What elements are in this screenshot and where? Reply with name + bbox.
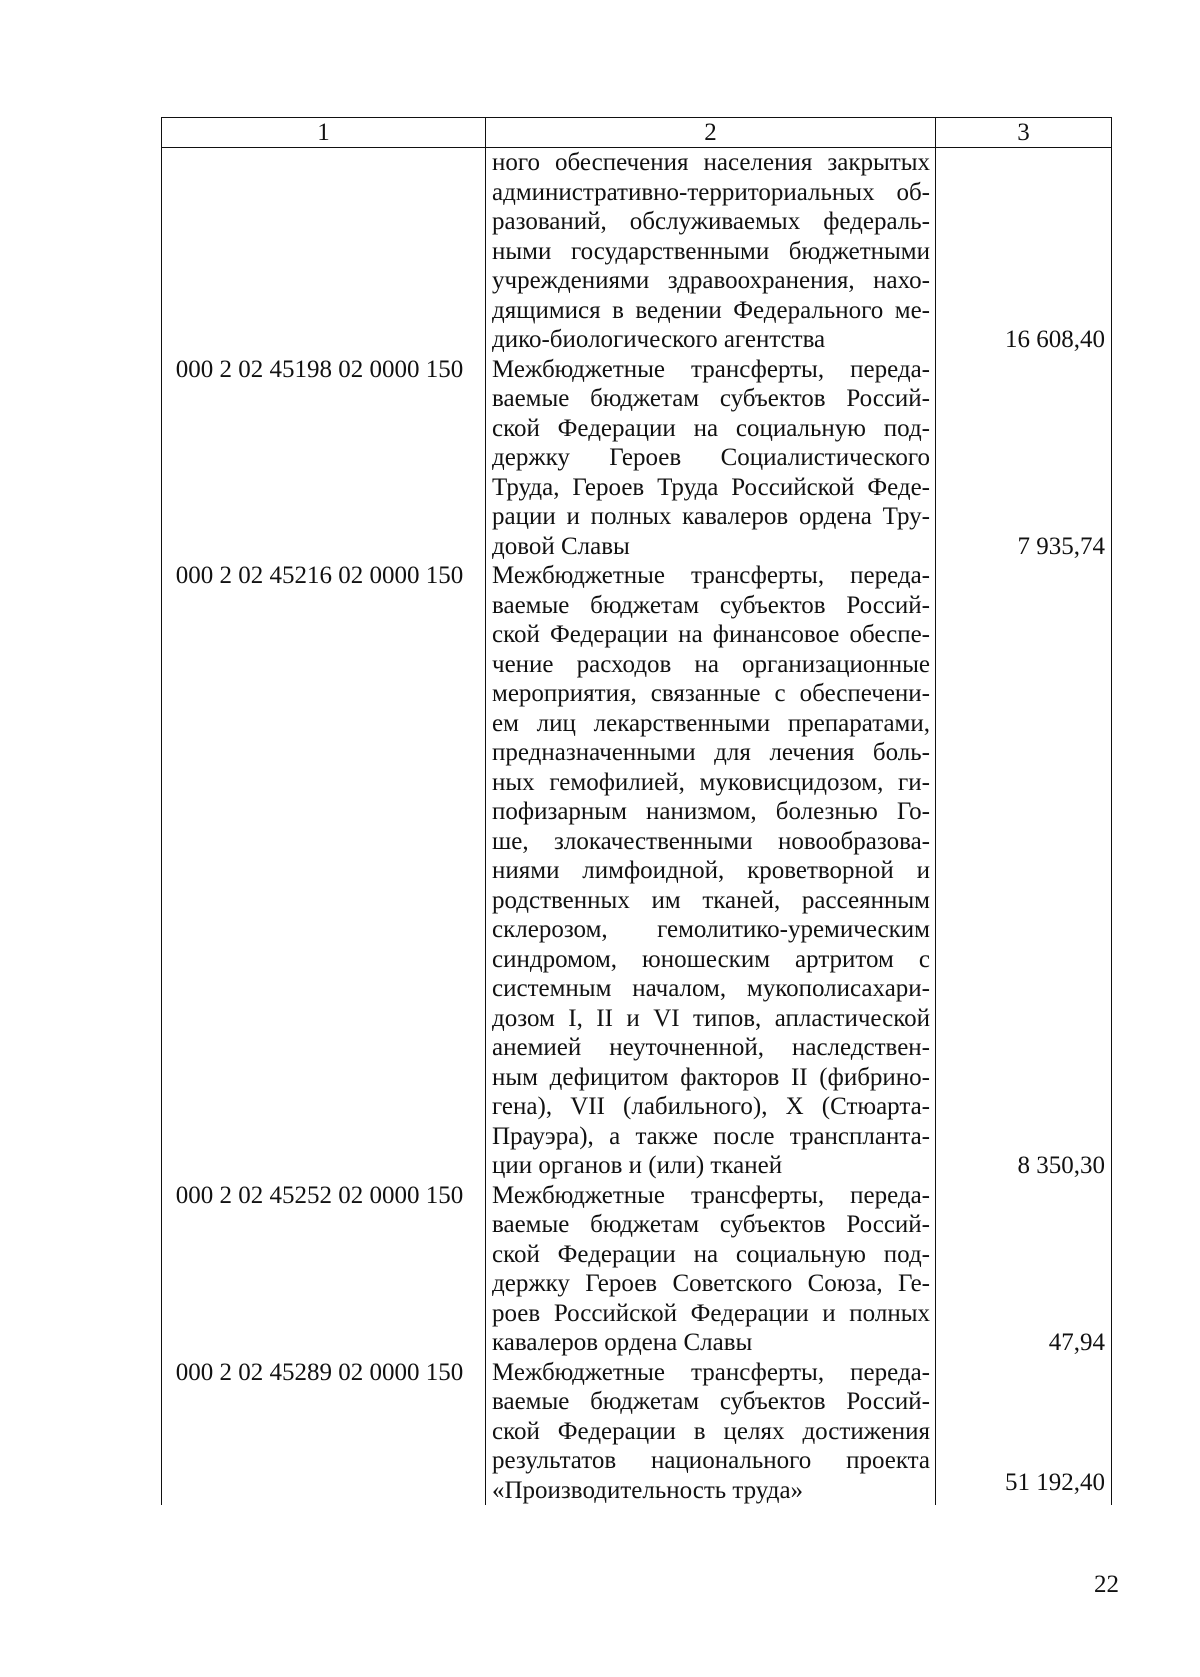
table-row [162, 561, 1112, 1181]
description-line: чение расходов на организационные [492, 650, 930, 678]
description-line: ции органов и (или) тканей [492, 1152, 783, 1179]
description-line: гена), VII (лабильного), X (Стюарта- [492, 1093, 930, 1120]
description-line: дящимися в ведении Федерального ме- [492, 296, 930, 324]
row-description [486, 148, 936, 355]
description-line: ше, злокачественными новообразова- [492, 827, 930, 855]
description-line: кавалеров ордена Славы [492, 1329, 753, 1356]
description-line: ным дефицитом факторов II (фибрино- [492, 1063, 930, 1091]
table-row [162, 355, 1112, 562]
description-line: пофизарным нанизмом, болезнью Го- [492, 798, 930, 825]
row-description [486, 1181, 936, 1358]
header-row [162, 118, 1112, 148]
description-line: Межбюджетные трансферты, переда- [492, 1181, 930, 1209]
description-line: ской Федерации на финансовое обеспе- [492, 621, 930, 648]
row-description [486, 561, 936, 1181]
description-line: дозом I, II и VI типов, апластической [492, 1004, 930, 1032]
description-line: синдромом, юношеским артритом с [492, 945, 930, 973]
row-amount: 7 935,74 [936, 355, 1112, 562]
table-header [162, 118, 1112, 148]
row-code: 000 2 02 45252 02 0000 150 [162, 1181, 486, 1358]
description-line: «Производительность труда» [492, 1476, 804, 1504]
description-line: системным началом, мукополисахари- [492, 975, 930, 1002]
description-line: Прауэра), а также после транспланта- [492, 1122, 930, 1150]
table-row [162, 1181, 1112, 1358]
description-line: Межбюджетные трансферты, переда- [492, 1358, 930, 1386]
description-line: ниями лимфоидной, кроветворной и [492, 857, 930, 884]
budget-table [161, 117, 1112, 1505]
description-line: довой Славы [492, 532, 630, 560]
description-line: ваемые бюджетам субъектов Россий- [492, 385, 930, 412]
description-line: ской Федерации в целях достижения [492, 1417, 930, 1445]
description-line: ного обеспечения населения закрытых [492, 149, 930, 176]
description-line: Труда, Героев Труда Российской Феде- [492, 473, 930, 501]
description-line: ными государственными бюджетными [492, 237, 930, 265]
description-line: ваемые бюджетам субъектов Россий- [492, 591, 930, 619]
description-line: Межбюджетные трансферты, переда- [492, 355, 930, 383]
row-amount: 51 192,40 [936, 1358, 1112, 1506]
row-amount: 16 608,40 [936, 148, 1112, 355]
row-description [486, 355, 936, 562]
description-line: роев Российской Федерации и полных [492, 1299, 930, 1327]
description-line: мероприятия, связанные с обеспечени- [492, 680, 930, 707]
description-line: дико-биологического агентства [492, 326, 826, 353]
description-line: ем лиц лекарственными препаратами, [492, 709, 930, 737]
description-line: ных гемофилией, муковисцидозом, ги- [492, 768, 930, 796]
row-amount: 47,94 [936, 1181, 1112, 1358]
description-line: ваемые бюджетам субъектов Россий- [492, 1211, 930, 1238]
description-line: предназначенными для лечения боль- [492, 739, 930, 766]
description-line: склерозом, гемолитико-уремическим [492, 916, 930, 943]
description-line: административно-территориальных об- [492, 178, 930, 206]
row-code: 000 2 02 45289 02 0000 150 [162, 1358, 486, 1506]
description-line: Межбюджетные трансферты, переда- [492, 562, 930, 589]
page-number: 22 [1094, 1571, 1119, 1598]
row-description [486, 1358, 936, 1506]
header-col-2: 2 [486, 118, 936, 148]
description-line: разований, обслуживаемых федераль- [492, 208, 930, 235]
row-code: 000 2 02 45198 02 0000 150 [162, 355, 486, 562]
description-line: держку Героев Советского Союза, Ге- [492, 1270, 930, 1297]
description-line: держку Героев Социалистического [492, 444, 930, 471]
header-col-1: 1 [162, 118, 486, 148]
description-line: родственных им тканей, рассеянным [492, 886, 930, 914]
table-row [162, 148, 1112, 355]
description-line: рации и полных кавалеров ордена Тру- [492, 503, 930, 530]
description-line: анемией неуточненной, наследствен- [492, 1034, 930, 1061]
row-amount: 8 350,30 [936, 561, 1112, 1181]
description-line: ской Федерации на социальную под- [492, 414, 930, 442]
header-col-3: 3 [936, 118, 1112, 148]
description-line: ской Федерации на социальную под- [492, 1240, 930, 1268]
row-code [162, 148, 486, 355]
description-line: результатов национального проекта [492, 1447, 930, 1474]
description-line: учреждениями здравоохранения, нахо- [492, 267, 930, 294]
row-code: 000 2 02 45216 02 0000 150 [162, 561, 486, 1181]
description-line: ваемые бюджетам субъектов Россий- [492, 1388, 930, 1415]
table-row [162, 1358, 1112, 1506]
table-body [162, 148, 1112, 1506]
